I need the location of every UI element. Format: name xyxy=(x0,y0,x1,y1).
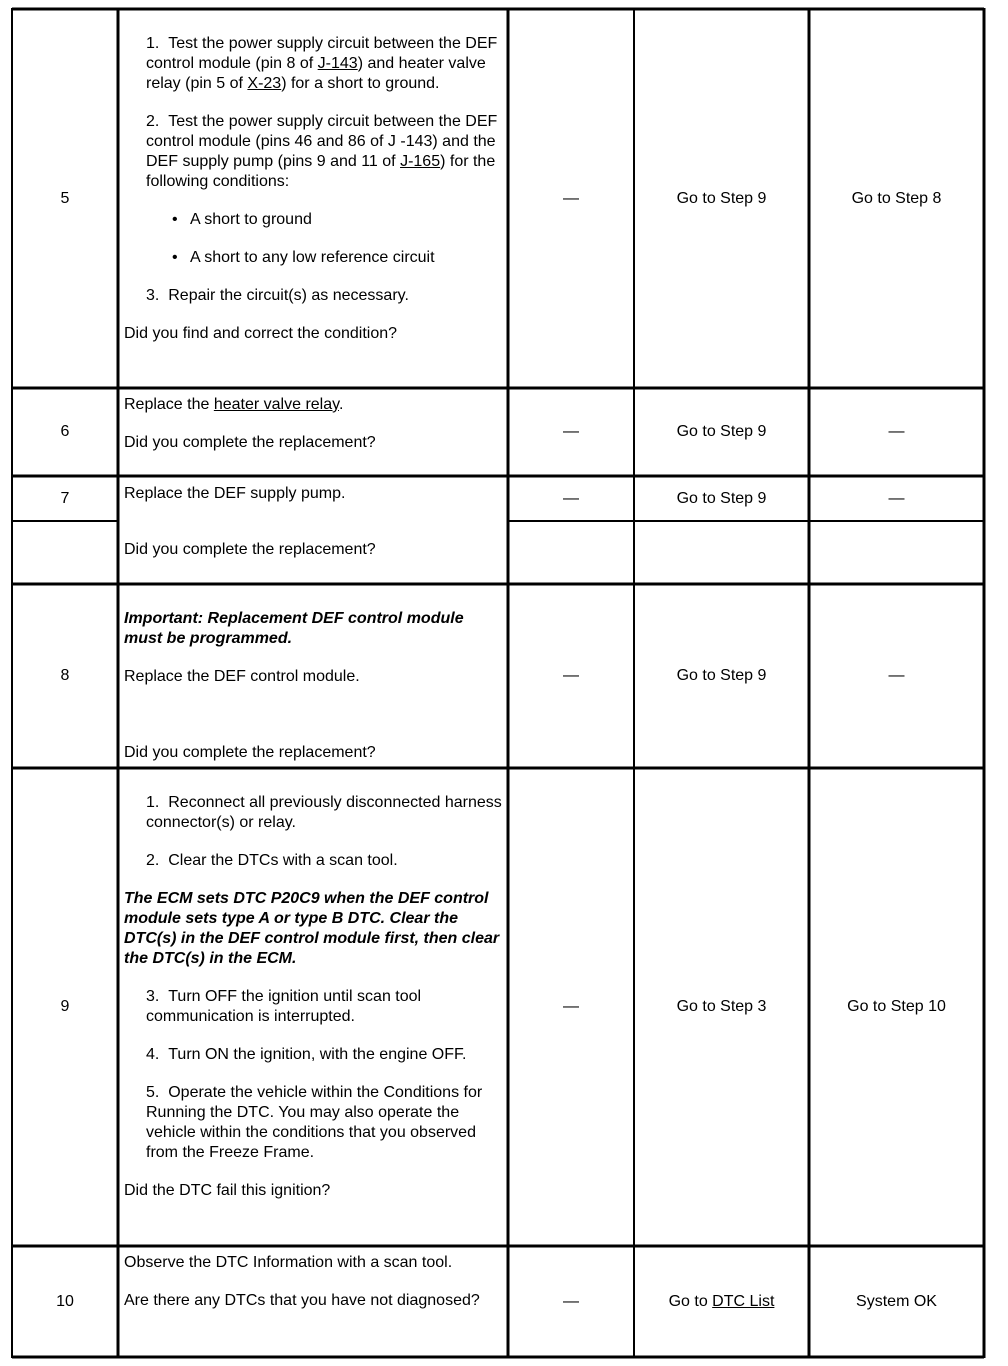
instruction-text xyxy=(124,1181,504,1201)
text-run: Test the power supply circuit between the DEF control module (pin 8 of xyxy=(146,35,498,72)
step-index: 5. xyxy=(146,1084,169,1101)
text-run: Clear the DTCs with a scan tool. xyxy=(168,852,398,869)
step-number: 5 xyxy=(60,189,70,207)
no-result: — xyxy=(888,667,905,684)
action-value: — xyxy=(563,189,579,207)
instruction-text xyxy=(124,1291,504,1311)
reference-link[interactable]: X-23 xyxy=(247,75,282,92)
step-index: 2. xyxy=(146,113,169,130)
step-description xyxy=(124,1253,504,1311)
text-run: ) for a short to ground. xyxy=(281,75,440,92)
text-run: Are there any DTCs that you have not diagnosed? xyxy=(124,1292,480,1309)
step-index: 3. xyxy=(146,988,169,1005)
instruction-text xyxy=(124,1253,504,1273)
instruction-text xyxy=(124,433,504,453)
step-number: 9 xyxy=(60,998,70,1015)
text-run: Reconnect all previously disconnected harness connector(s) or relay. xyxy=(146,794,502,831)
no-result[interactable]: Go to Step 8 xyxy=(851,189,942,207)
step-number: 10 xyxy=(56,1292,74,1310)
instruction-text xyxy=(124,889,504,969)
text-run: A short to ground xyxy=(190,211,312,228)
text-run: Turn ON the ignition, with the engine OFF. xyxy=(168,1046,467,1063)
instruction-text xyxy=(124,395,504,415)
numbered-step xyxy=(124,34,504,94)
step-number: 7 xyxy=(60,489,70,507)
text-run: Replace the DEF supply pump. xyxy=(124,485,346,502)
instruction-text xyxy=(124,484,504,504)
bullet-item xyxy=(124,248,504,268)
step-description xyxy=(124,609,504,763)
instruction-text xyxy=(124,540,504,560)
action-value: — xyxy=(563,423,579,440)
no-result: — xyxy=(888,423,905,440)
step-question xyxy=(124,540,504,560)
numbered-step xyxy=(124,987,504,1027)
instruction-text xyxy=(124,743,504,763)
text-run: Repair the circuit(s) as necessary. xyxy=(168,287,409,304)
bullet-icon: • xyxy=(172,249,178,266)
numbered-step xyxy=(124,793,504,833)
no-result: — xyxy=(888,489,905,507)
no-result: System OK xyxy=(856,1292,937,1310)
text-run: . xyxy=(338,396,344,413)
action-value: — xyxy=(563,1292,579,1310)
yes-prefix: Go to xyxy=(668,1292,713,1310)
text-run: Did you find and correct the condition? xyxy=(124,325,398,342)
text-run: Did you complete the replacement? xyxy=(124,434,376,451)
step-number: 8 xyxy=(60,667,70,684)
step-index: 1. xyxy=(146,794,169,811)
numbered-step xyxy=(124,851,504,871)
instruction-text xyxy=(124,609,504,649)
no-result[interactable]: Go to Step 10 xyxy=(847,998,946,1015)
reference-link[interactable]: J-143 xyxy=(317,55,358,72)
important-note: The ECM sets DTC P20C9 when the DEF control module sets type A or type B DTC. Clear the DTC(s) in the DEF control module first, then clear the DTC(s) in the ECM. xyxy=(124,890,500,967)
text-run: Turn OFF the ignition until scan tool communication is interrupted. xyxy=(146,988,422,1025)
yes-result[interactable]: Go to Step 9 xyxy=(676,667,767,684)
reference-link[interactable]: J-165 xyxy=(400,153,441,170)
step-index: 4. xyxy=(146,1046,169,1063)
action-value: — xyxy=(563,998,579,1015)
bullet-item xyxy=(124,210,504,230)
yes-result[interactable]: Go to Step 9 xyxy=(676,189,767,207)
text-run: Did the DTC fail this ignition? xyxy=(124,1182,331,1199)
step-index: 2. xyxy=(146,852,169,869)
action-value: — xyxy=(563,489,579,507)
instruction-text xyxy=(124,324,504,344)
text-run: Operate the vehicle within the Conditions for Running the DTC. You may also operate the vehicle within the conditions that you observed from the Freeze Frame. xyxy=(146,1084,483,1161)
action-value: — xyxy=(563,667,579,684)
text-run: Test the power supply circuit between the DEF control module (pins 46 and 86 of J -143) and the DEF supply pump (pins 9 and 11 of xyxy=(146,113,498,170)
yes-result[interactable] xyxy=(634,1246,809,1357)
reference-link[interactable]: heater valve relay xyxy=(213,396,339,413)
yes-result[interactable]: Go to Step 3 xyxy=(676,998,767,1015)
numbered-step xyxy=(124,1045,504,1065)
step-description xyxy=(124,395,504,453)
text-run: Replace the xyxy=(124,396,214,413)
text-run: ) for the following conditions: xyxy=(146,153,496,190)
text-run: Did you complete the replacement? xyxy=(124,744,376,761)
bullet-icon: • xyxy=(172,211,178,228)
dtc-list-link[interactable]: DTC List xyxy=(712,1292,775,1310)
numbered-step xyxy=(124,112,504,192)
yes-result[interactable]: Go to Step 9 xyxy=(676,489,767,507)
step-index: 3. xyxy=(146,287,169,304)
text-run: Observe the DTC Information with a scan tool. xyxy=(124,1254,453,1271)
instruction-text xyxy=(124,667,504,687)
text-run: A short to any low reference circuit xyxy=(190,249,435,266)
step-number: 6 xyxy=(60,423,70,440)
step-description xyxy=(124,34,504,344)
text-run: ) and heater valve relay (pin 5 of xyxy=(146,55,486,92)
text-run: Replace the DEF control module. xyxy=(124,668,360,685)
yes-result[interactable]: Go to Step 9 xyxy=(676,423,767,440)
step-description xyxy=(124,793,504,1201)
step-description xyxy=(124,484,504,504)
important-note: Important: Replacement DEF control module must be programmed. xyxy=(124,610,464,647)
numbered-step xyxy=(124,1083,504,1163)
numbered-step xyxy=(124,286,504,306)
step-index: 1. xyxy=(146,35,169,52)
text-run: Did you complete the replacement? xyxy=(124,541,376,558)
